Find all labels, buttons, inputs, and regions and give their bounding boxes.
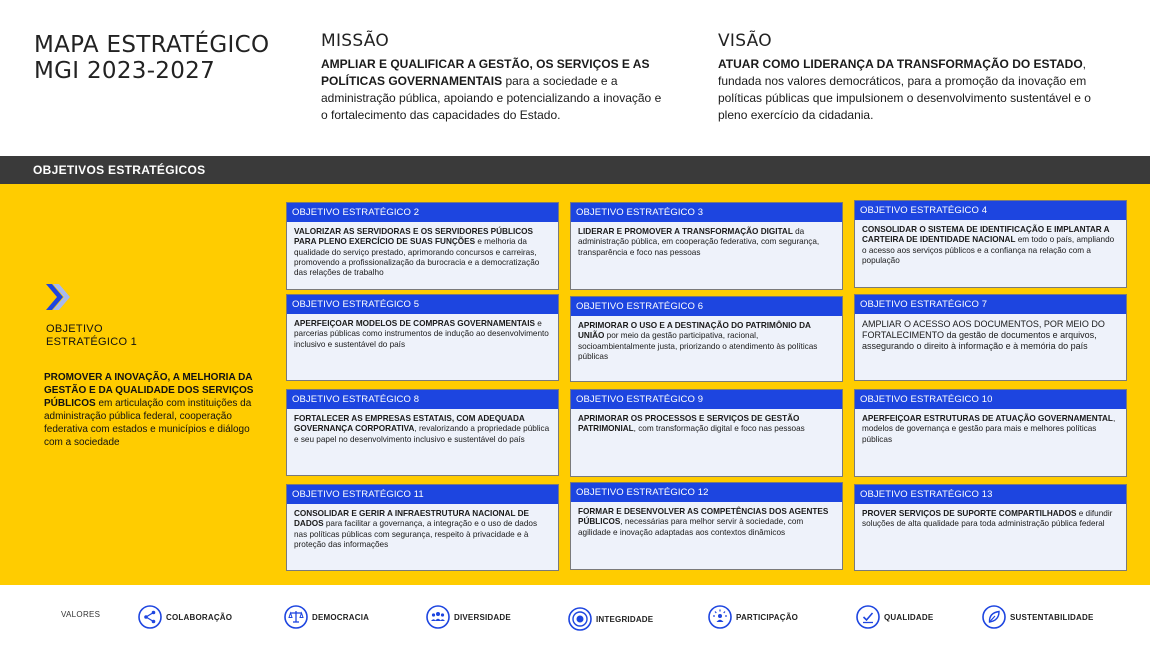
card-rest: , modelos de governança e gestão para mais e melhores políticas públicas (862, 414, 1116, 444)
people-icon (426, 605, 450, 629)
card-text (287, 409, 558, 445)
card-bold: APERFEIÇOAR ESTRUTURAS DE ATUAÇÃO GOVERNAMENTAL (862, 414, 1113, 423)
values-label: VALORES (61, 610, 101, 619)
leaf-icon (982, 605, 1006, 629)
card-text (855, 409, 1126, 445)
card-title: OBJETIVO ESTRATÉGICO 6 (571, 297, 842, 316)
missao-rest: para a sociedade e a administração pública, apoiando e potencializando a inovação e o fortalecimento das capacidades do Estado. (321, 74, 662, 122)
card-rest: em todo o país, ampliando o acesso aos serviços públicos e a confiança na relação com a população (862, 235, 1115, 265)
value-diversidade (426, 604, 511, 630)
value-label: SUSTENTABILIDADE (1010, 612, 1094, 622)
card-text (287, 314, 558, 350)
value-integridade (568, 606, 653, 632)
card-title: OBJETIVO ESTRATÉGICO 2 (287, 203, 558, 222)
card-title: OBJETIVO ESTRATÉGICO 4 (855, 201, 1126, 220)
objective-card-9 (570, 389, 843, 477)
card-text (571, 409, 842, 435)
objective-1-title-line2: ESTRATÉGICO 1 (46, 336, 138, 348)
scales-icon (284, 605, 308, 629)
card-bold: FORMAR E DESENVOLVER AS COMPETÊNCIAS DOS AGENTES PÚBLICOS (578, 507, 829, 527)
card-text (855, 504, 1126, 530)
card-rest: e difundir soluções de alta qualidade para toda administração pública federal (862, 509, 1113, 529)
card-title: OBJETIVO ESTRATÉGICO 3 (571, 203, 842, 222)
objective-card-10 (854, 389, 1127, 477)
objective-card-11 (286, 484, 559, 571)
participation-icon (708, 605, 732, 629)
visao-text (718, 56, 1098, 124)
value-label: PARTICIPAÇÃO (736, 612, 799, 622)
card-rest: , com transformação digital e foco nas pessoas (633, 424, 805, 434)
value-label: INTEGRIDADE (596, 614, 654, 624)
card-title: OBJETIVO ESTRATÉGICO 10 (855, 390, 1126, 409)
page-title-line2: MGI 2023-2027 (34, 58, 216, 84)
objective-card-7 (854, 294, 1127, 381)
card-title: OBJETIVO ESTRATÉGICO 8 (287, 390, 558, 409)
card-text (571, 316, 842, 362)
objectives-bar-label: OBJETIVOS ESTRATÉGICOS (33, 163, 206, 177)
card-bold: APERFEIÇOAR MODELOS DE COMPRAS GOVERNAMENTAIS (294, 319, 535, 328)
card-bold: APRIMORAR OS PROCESSOS E SERVIÇOS DE GESTÃO PATRIMONIAL (578, 414, 800, 434)
chevron-right-icon (44, 282, 70, 312)
card-text (855, 314, 1126, 352)
card-bold: LIDERAR E PROMOVER A TRANSFORMAÇÃO DIGITAL (578, 227, 793, 236)
share-icon (138, 605, 162, 629)
value-democracia (284, 604, 369, 630)
card-bold: VALORIZAR AS SERVIDORAS E OS SERVIDORES PÚBLICOS PARA PLENO EXERCÍCIO DE SUAS FUNÇÕES (294, 227, 533, 247)
value-qualidade (856, 604, 933, 630)
card-title: OBJETIVO ESTRATÉGICO 9 (571, 390, 842, 409)
objective-card-5 (286, 294, 559, 381)
card-rest: por meio da gestão participativa, racional, socioambientalmente justa, priorizando o atendimento às políticas públicas (578, 331, 818, 361)
objective-card-2 (286, 202, 559, 290)
objective-card-3 (570, 202, 843, 290)
objective-1-text (44, 371, 254, 449)
check-icon (856, 605, 880, 629)
value-label: DIVERSIDADE (454, 612, 511, 622)
objective-card-6 (570, 296, 843, 382)
missao-heading: MISSÃO (321, 31, 390, 51)
visao-bold: ATUAR COMO LIDERANÇA DA TRANSFORMAÇÃO DO ESTADO (718, 57, 1083, 71)
missao-bold: AMPLIAR E QUALIFICAR A GESTÃO, OS SERVIÇOS E AS POLÍTICAS GOVERNAMENTAIS (321, 57, 650, 88)
missao-text (321, 56, 671, 124)
card-title: OBJETIVO ESTRATÉGICO 5 (287, 295, 558, 314)
card-title: OBJETIVO ESTRATÉGICO 11 (287, 485, 558, 504)
objective-1-rest: em articulação com instituições da administração pública federal, cooperação federativa com estados e municípios e diálogo com a sociedade (44, 398, 252, 448)
card-rest: da administração pública, em cooperação federativa, com segurança, transparência e foco nas pessoas (578, 227, 820, 257)
card-title: OBJETIVO ESTRATÉGICO 7 (855, 295, 1126, 314)
card-text (571, 222, 842, 258)
objective-1-title (46, 323, 137, 349)
card-text (287, 222, 558, 278)
objective-1-title-line1: OBJETIVO (46, 323, 103, 335)
card-rest: para facilitar a governança, a integração e o uso de dados nas políticas públicas com segurança, respeito à privacidade e à proteção das informações (294, 519, 538, 549)
card-bold: CONSOLIDAR E GERIR A INFRAESTRUTURA NACIONAL DE DADOS (294, 509, 530, 529)
page-title (34, 32, 294, 84)
value-label: QUALIDADE (884, 612, 934, 622)
objective-card-4 (854, 200, 1127, 288)
card-rest: e melhoria da qualidade do serviço prestado, aprimorando concursos e carreiras, promovendo a profissionalização da burocracia e a democratização das relações de trabalho (294, 237, 540, 278)
card-text (855, 220, 1126, 266)
objective-card-12 (570, 482, 843, 570)
card-bold: PROVER SERVIÇOS DE SUPORTE COMPARTILHADOS (862, 509, 1077, 518)
card-bold: CONSOLIDAR O SISTEMA DE IDENTIFICAÇÃO E IMPLANTAR A CARTEIRA DE IDENTIDADE NACIONAL (862, 225, 1110, 245)
card-text (287, 504, 558, 550)
objectives-bar (0, 156, 1150, 184)
card-bold: FORTALECER AS EMPRESAS ESTATAIS, COM ADEQUADA GOVERNANÇA CORPORATIVA (294, 414, 525, 434)
value-label: DEMOCRACIA (312, 612, 370, 622)
card-rest: , revalorizando a propriedade pública e seu papel no desenvolvimento inclusivo e sustentável do país (294, 424, 550, 444)
card-title: OBJETIVO ESTRATÉGICO 12 (571, 483, 842, 502)
objective-1-bold: PROMOVER A INOVAÇÃO, A MELHORIA DA GESTÃO E DA QUALIDADE DOS SERVIÇOS PÚBLICOS (44, 372, 254, 409)
card-title: OBJETIVO ESTRATÉGICO 13 (855, 485, 1126, 504)
objective-card-8 (286, 389, 559, 476)
value-sustentabilidade (982, 604, 1094, 630)
card-rest: e parcerias públicas como instrumentos de indução ao desenvolvimento inclusivo e sustentável do país (294, 319, 549, 349)
card-rest: , necessárias para melhor servir à sociedade, com agilidade e inovação adaptadas aos contextos dinâmicos (578, 517, 804, 537)
target-icon (568, 607, 592, 631)
value-label: COLABORAÇÃO (166, 612, 233, 622)
visao-heading: VISÃO (718, 31, 772, 51)
value-colaboracao (138, 604, 232, 630)
visao-rest: , fundada nos valores democráticos, para a promoção da inovação em políticas públicas que impulsionem o desenvolvimento sustentável e o pleno exercício da cidadania. (718, 57, 1091, 122)
card-rest: AMPLIAR O ACESSO AOS DOCUMENTOS, POR MEIO DO FORTALECIMENTO da gestão de documentos e arquivos, assegurando o direito à informação e à memória do país (862, 319, 1105, 351)
card-bold: APRIMORAR O USO E A DESTINAÇÃO DO PATRIMÔNIO DA UNIÃO (578, 321, 811, 341)
objective-card-13 (854, 484, 1127, 571)
card-text (571, 502, 842, 538)
value-participacao (708, 604, 798, 630)
page-title-line1: MAPA ESTRATÉGICO (34, 32, 270, 58)
